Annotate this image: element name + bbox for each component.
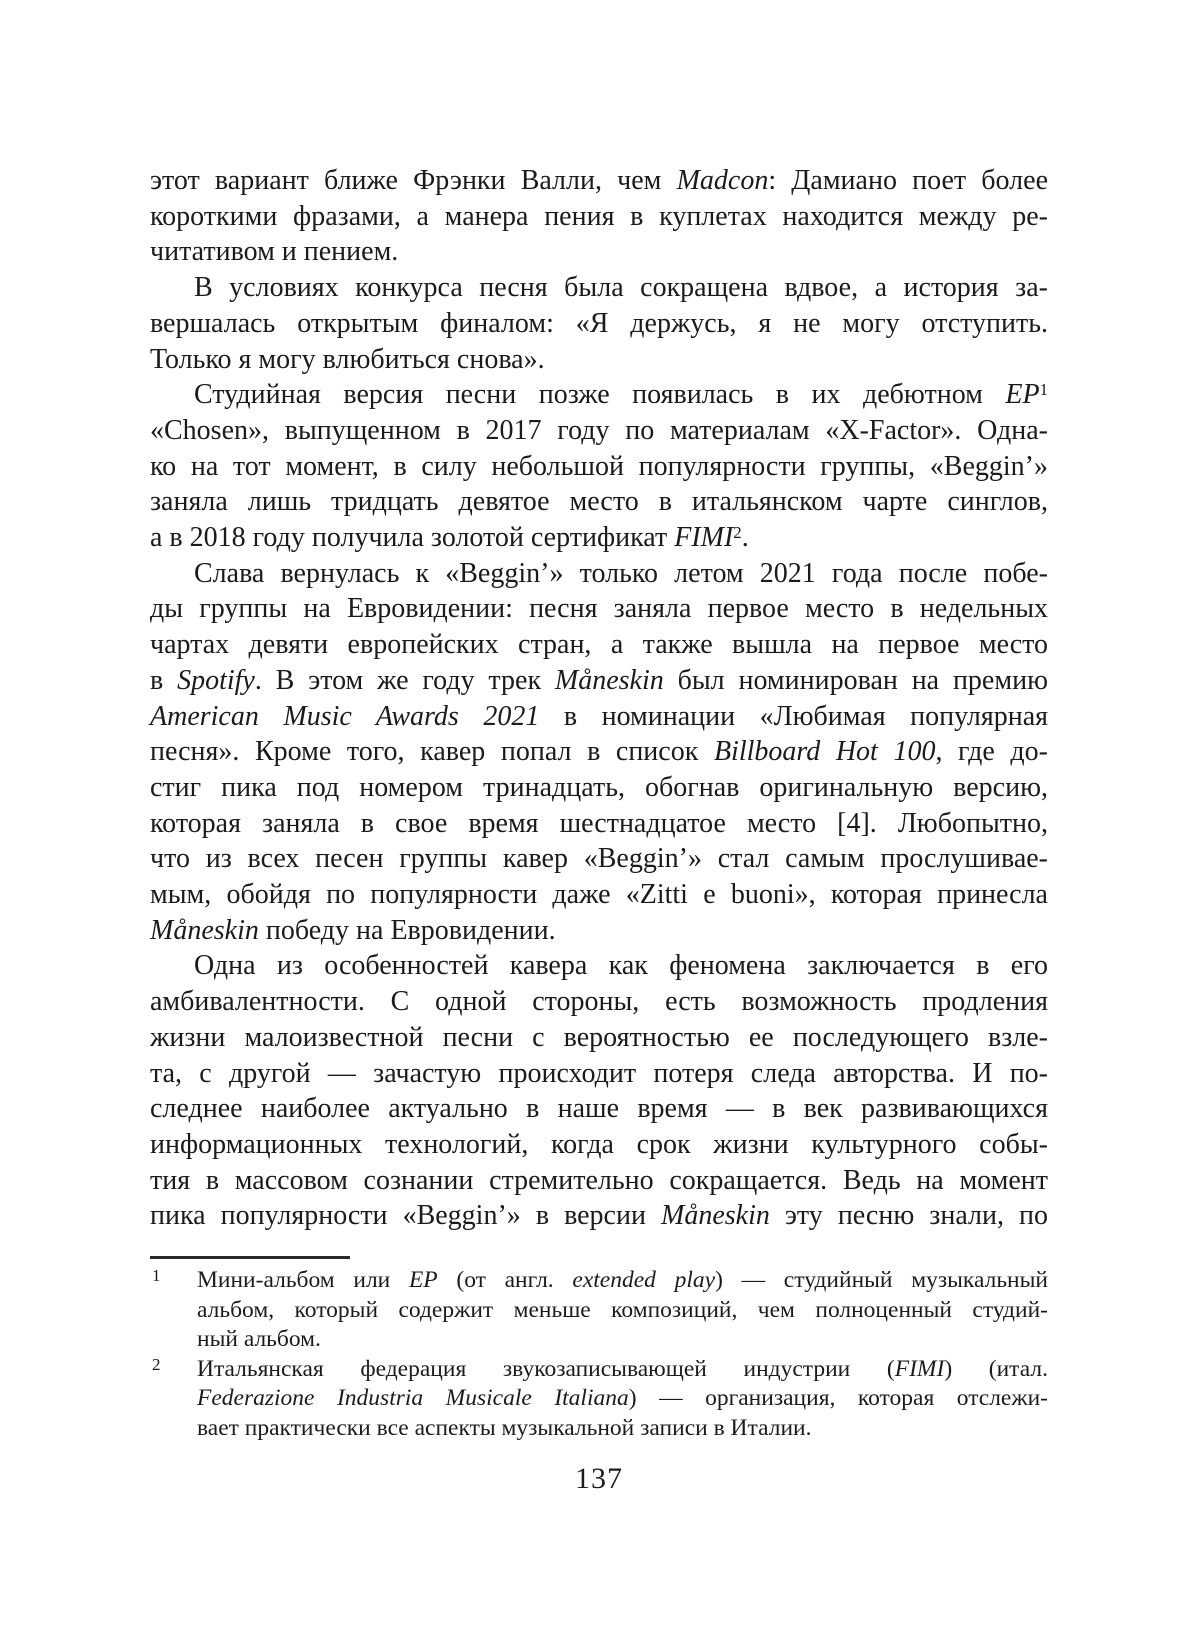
text-run: Одна из особенностей кавера как феномена заключается в его (194, 950, 1048, 982)
text-line (150, 663, 1048, 699)
text-run: амбивалентности. С одной стороны, есть возможность продления (150, 986, 1048, 1018)
page-number: 137 (575, 1462, 623, 1495)
text-run: , где до- (935, 736, 1048, 768)
text-run: вает практически все аспекты музыкальной записи в Италии. (197, 1414, 812, 1441)
paragraph (150, 948, 1048, 1234)
text-run: альбом, который содержит меньше композиций, чем полноценный студий- (197, 1296, 1048, 1323)
text-line (150, 1056, 1048, 1092)
text-line (150, 806, 1048, 842)
text-line (150, 627, 1048, 663)
text-line (150, 556, 1048, 592)
footnote-marker: 1 (152, 1266, 161, 1285)
text-line (150, 984, 1048, 1020)
text-run: та, с другой — зачастую происходит потеря следа авторства. И по- (150, 1057, 1048, 1089)
text-line (150, 1020, 1048, 1056)
text-run: песня». Кроме того, кавер попал в список (150, 736, 714, 768)
text-run: ) — организация, которая отслежи- (628, 1385, 1048, 1412)
text-run: что из всех песен группы кавер «Beggin’» стал самым прослушивае- (150, 843, 1048, 875)
italic-text: Federazione Industria Musicale Italiana (197, 1385, 629, 1412)
text-run: жизни малоизвестной песни с вероятностью ее последующего взле- (150, 1021, 1048, 1053)
text-line (150, 484, 1048, 520)
text-line (150, 342, 1048, 378)
text-run: читативом и пением. (150, 236, 399, 268)
text-line (150, 449, 1048, 485)
text-run: в номинации «Любимая популярная (539, 700, 1049, 732)
italic-text: EP (408, 1267, 438, 1293)
text-line (150, 1198, 1048, 1234)
text-run: короткими фразами, а манера пения в куплетах находится между ре- (150, 200, 1048, 232)
text-run: ко на тот момент, в силу небольшой популярности группы, «Beggin’» (150, 450, 1048, 482)
text-run: вершалась открытым финалом: «Я держусь, я не могу отступить. (150, 307, 1048, 339)
body-text (150, 163, 1048, 1234)
text-line (150, 841, 1048, 877)
text-line (150, 913, 1048, 949)
text-run: ный альбом. (197, 1326, 321, 1353)
text-run: пика популярности «Beggin’» в версии (150, 1200, 661, 1232)
text-run: мым, обойдя по популярности даже «Zitti e buoni», которая принесла (150, 879, 1048, 911)
paragraph (150, 377, 1048, 556)
text-line (197, 1296, 1048, 1326)
text-line (197, 1266, 1048, 1296)
text-run: (от англ. (437, 1267, 573, 1293)
italic-text: Billboard Hot 100 (713, 736, 936, 768)
text-run: следнее наиболее актуально в наше время — в век развивающихся (150, 1093, 1048, 1125)
italic-text: Måneskin (554, 664, 664, 696)
text-run: в (150, 664, 178, 696)
footnote (150, 1266, 1048, 1355)
text-run: которая заняла в свое время шестнадцатое место [4]. Любопытно, (150, 807, 1048, 839)
text-line (150, 877, 1048, 913)
text-run: Студийная версия песни позже появилась в их дебютном (194, 379, 1006, 411)
text-run: «Chosen», выпущенном в 2017 году по материалам «X-Factor». Одна- (150, 414, 1048, 446)
text-run: эту песню знали, по (769, 1200, 1048, 1232)
text-line (150, 1127, 1048, 1163)
italic-text: EP (1005, 379, 1040, 411)
text-line (150, 270, 1048, 306)
text-run: был номинирован на премию (663, 664, 1048, 696)
text-run: Слава вернулась к «Beggin’» только летом 2021 года после побе- (194, 557, 1048, 589)
text-line (150, 413, 1048, 449)
text-line (150, 948, 1048, 984)
footnote (150, 1355, 1048, 1444)
text-run: ) — студийный музыкальный (715, 1267, 1048, 1293)
text-line (150, 734, 1048, 770)
footnote-marker: 2 (152, 1354, 161, 1374)
text-line (197, 1325, 1048, 1355)
text-line (197, 1355, 1048, 1385)
text-run: информационных технологий, когда срок жизни культурного собы- (150, 1128, 1048, 1160)
italic-text: FIMI (674, 522, 734, 554)
text-run: Итальянская федерация звукозаписывающей индустрии ( (197, 1355, 895, 1382)
text-run: этот вариант ближе Фрэнки Валли, чем (150, 165, 677, 196)
text-line (150, 234, 1048, 270)
text-line (150, 699, 1048, 735)
italic-text: Måneskin (150, 914, 259, 946)
italic-text: extended play (572, 1267, 716, 1293)
text-run: ) (итал. (944, 1355, 1048, 1382)
text-run: а в 2018 году получила золотой сертификат (150, 522, 675, 554)
paragraph (150, 163, 1048, 270)
italic-text: Måneskin (661, 1200, 770, 1232)
text-line (150, 199, 1048, 235)
text-line (150, 163, 1048, 199)
text-run: : Дамиано поет более (768, 165, 1048, 196)
text-line (150, 520, 1048, 556)
text-run: Мини-альбом или (197, 1267, 409, 1293)
paragraph (150, 270, 1048, 377)
text-line (197, 1384, 1048, 1414)
text-run: заняла лишь тридцать девятое место в итальянском чарте синглов, (150, 486, 1048, 518)
text-run: стиг пика под номером тринадцать, обогнав оригинальную версию, (150, 771, 1048, 803)
footnotes (150, 1266, 1048, 1444)
text-run: В условиях конкурса песня была сокращена вдвое, а история за- (194, 272, 1048, 304)
text-line (150, 1091, 1048, 1127)
text-line (150, 306, 1048, 342)
text-run: . В этом же году трек (254, 664, 555, 696)
italic-text: Madcon (676, 165, 769, 196)
footnote-separator (150, 1256, 350, 1259)
text-line (150, 377, 1048, 413)
text-line (197, 1414, 1048, 1444)
text-run: победу на Евровидении. (258, 914, 556, 946)
footnote-ref: 1 (1039, 379, 1048, 399)
text-run: Только я могу влюбиться снова». (150, 343, 545, 375)
text-run: . (741, 522, 749, 554)
italic-text: FIMI (894, 1355, 945, 1382)
footnote-ref: 2 (733, 522, 742, 542)
text-run: ды группы на Евровидении: песня заняла первое место в недельных (150, 593, 1048, 625)
text-run: чартах девяти европейских стран, а также вышла на первое место (150, 629, 1048, 661)
text-line (150, 770, 1048, 806)
text-run: тия в массовом сознании стремительно сокращается. Ведь на момент (150, 1164, 1048, 1196)
italic-text: Spotify (177, 664, 255, 696)
text-line (150, 591, 1048, 627)
text-line (150, 1163, 1048, 1199)
paragraph (150, 556, 1048, 949)
italic-text: American Music Awards 2021 (150, 700, 540, 732)
